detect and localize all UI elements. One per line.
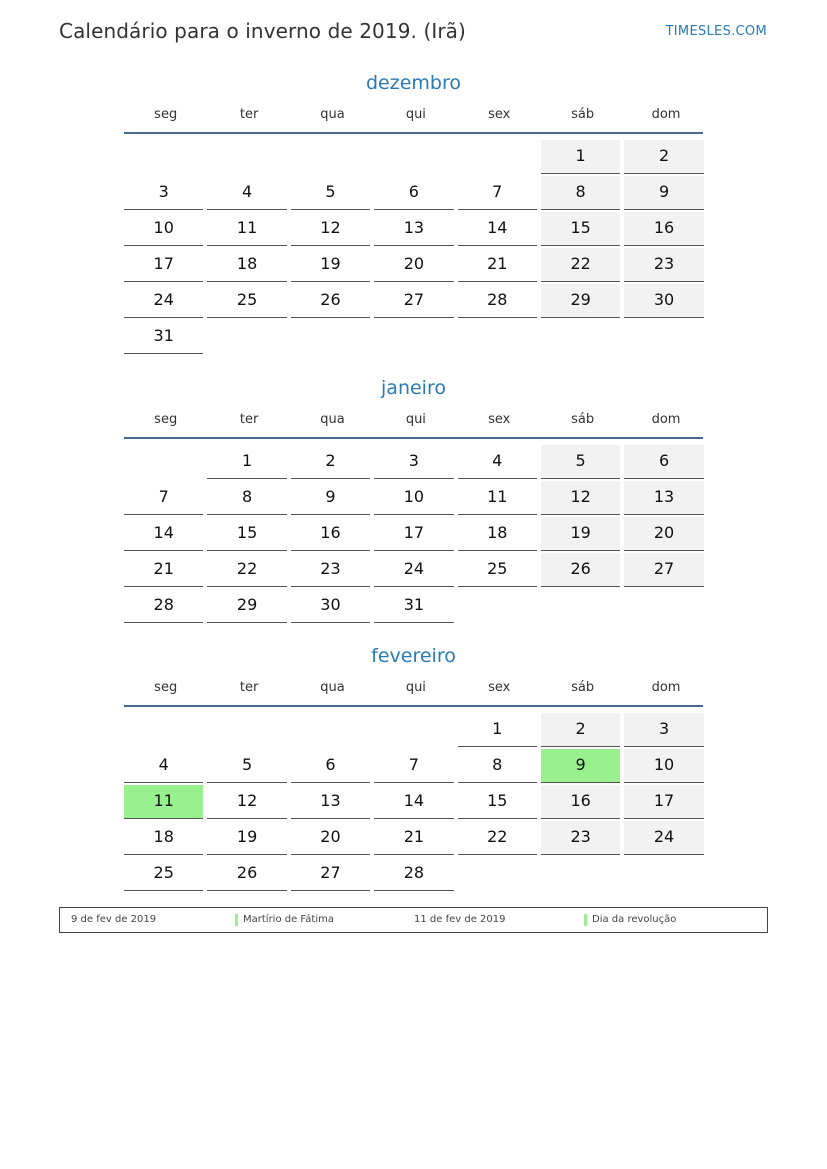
weekday-label: qua: [320, 412, 345, 427]
day-cell: [124, 174, 207, 210]
day-cell: [291, 210, 374, 246]
day-number: 3: [624, 713, 703, 747]
day-number: 5: [541, 445, 620, 479]
day-cell: [624, 479, 707, 515]
day-number: 25: [458, 553, 537, 587]
day-number: 26: [541, 553, 620, 587]
day-number: 24: [124, 284, 203, 318]
day-number: 19: [541, 517, 620, 551]
day-cell: [374, 551, 457, 587]
day-cell: [458, 282, 541, 318]
day-cell: [458, 783, 541, 819]
day-cell: [624, 515, 707, 551]
day-number: 21: [374, 821, 453, 855]
weekday-label: sex: [488, 107, 511, 122]
day-cell: [124, 819, 207, 855]
day-number: 21: [458, 248, 537, 282]
day-number: 23: [541, 821, 620, 855]
day-number: 31: [124, 320, 203, 354]
empty-cell: [124, 138, 207, 174]
day-cell: [624, 783, 707, 819]
day-number: 9: [624, 176, 703, 210]
day-cell: [124, 855, 207, 891]
day-cell: [207, 551, 290, 587]
day-cell: [124, 246, 207, 282]
day-number: 8: [541, 176, 620, 210]
day-number: 21: [124, 553, 203, 587]
day-number: 6: [624, 445, 703, 479]
day-cell: [291, 246, 374, 282]
day-number: 13: [374, 212, 453, 246]
day-cell: [291, 747, 374, 783]
weekday-label: qui: [405, 107, 426, 122]
day-cell: [291, 819, 374, 855]
day-cell: [291, 282, 374, 318]
day-number: 30: [291, 589, 370, 623]
weekday-label: dom: [651, 107, 681, 122]
day-number: 2: [541, 713, 620, 747]
month-january: [124, 375, 703, 623]
weekday-label: ter: [239, 412, 259, 427]
day-cell: [624, 747, 707, 783]
day-number: 27: [291, 857, 370, 891]
day-number: 17: [624, 785, 703, 819]
day-number: 5: [291, 176, 370, 210]
legend-date: 9 de fev de 2019: [71, 914, 157, 925]
day-cell: [374, 819, 457, 855]
day-cell: [124, 747, 207, 783]
day-number: 10: [374, 481, 453, 515]
day-number: 20: [291, 821, 370, 855]
day-number: 23: [291, 553, 370, 587]
day-cell: [541, 443, 624, 479]
weekday-label: sex: [488, 412, 511, 427]
day-number: 10: [124, 212, 203, 246]
day-cell: [541, 711, 624, 747]
weekday-label: sáb: [571, 680, 595, 695]
day-cell: [458, 551, 541, 587]
day-number: 11: [207, 212, 286, 246]
day-number: 8: [458, 749, 537, 783]
empty-cell: [458, 138, 541, 174]
day-cell: [541, 819, 624, 855]
day-number: 2: [624, 140, 703, 174]
day-number: 25: [124, 857, 203, 891]
day-cell: [207, 587, 290, 623]
day-cell: [374, 282, 457, 318]
day-cell: [207, 443, 290, 479]
day-number: 18: [458, 517, 537, 551]
day-number: 10: [624, 749, 703, 783]
day-number: 14: [124, 517, 203, 551]
day-number: 7: [458, 176, 537, 210]
day-number: 4: [458, 445, 537, 479]
day-cell: [541, 551, 624, 587]
day-number: 14: [374, 785, 453, 819]
weekday-label: qui: [405, 680, 426, 695]
day-number: 29: [541, 284, 620, 318]
day-number: 18: [207, 248, 286, 282]
day-cell: [291, 783, 374, 819]
day-number: 19: [207, 821, 286, 855]
weekday-label: dom: [651, 680, 681, 695]
day-number: 22: [207, 553, 286, 587]
day-cell: [124, 210, 207, 246]
legend-label: Martírio de Fátima: [243, 914, 334, 925]
day-cell: [541, 747, 624, 783]
day-cell: [291, 443, 374, 479]
day-number: 5: [207, 749, 286, 783]
day-cell: [374, 443, 457, 479]
day-cell: [458, 443, 541, 479]
site-link[interactable]: TIMESLES.COM: [665, 24, 767, 39]
day-number: 1: [458, 713, 537, 747]
day-cell: [541, 210, 624, 246]
day-number: 26: [207, 857, 286, 891]
month-title: janeiro: [381, 377, 446, 399]
day-number: 29: [207, 589, 286, 623]
day-number: 27: [374, 284, 453, 318]
empty-cell: [374, 138, 457, 174]
header-divider: [124, 437, 703, 439]
weekday-label: sáb: [571, 107, 595, 122]
day-number: 28: [458, 284, 537, 318]
day-number: 20: [374, 248, 453, 282]
header-divider: [124, 705, 703, 707]
day-cell: [374, 783, 457, 819]
day-cell: [291, 174, 374, 210]
legend-label: Dia da revolução: [592, 914, 677, 925]
weekday-label: qua: [320, 680, 345, 695]
day-cell: [541, 515, 624, 551]
day-cell: [291, 551, 374, 587]
day-cell: [624, 282, 707, 318]
day-number: 3: [124, 176, 203, 210]
day-cell: [291, 515, 374, 551]
day-cell: [624, 819, 707, 855]
day-cell: [541, 246, 624, 282]
day-cell: [124, 282, 207, 318]
empty-cell: [124, 711, 207, 747]
day-cell: [458, 515, 541, 551]
day-cell: [291, 587, 374, 623]
weekday-label: dom: [651, 412, 681, 427]
day-cell: [207, 783, 290, 819]
day-cell: [458, 210, 541, 246]
day-cell: [458, 711, 541, 747]
day-cell: [458, 479, 541, 515]
weekday-header: [124, 105, 703, 125]
day-cell: [624, 174, 707, 210]
weekday-header: [124, 410, 703, 430]
day-cell: [207, 246, 290, 282]
day-number: 27: [624, 553, 703, 587]
day-number: 17: [124, 248, 203, 282]
weekday-label: seg: [154, 680, 178, 695]
day-number: 25: [207, 284, 286, 318]
day-number: 19: [291, 248, 370, 282]
weekday-label: sáb: [571, 412, 595, 427]
day-number: 28: [124, 589, 203, 623]
day-number: 16: [541, 785, 620, 819]
day-number: 13: [291, 785, 370, 819]
weekday-label: ter: [239, 107, 259, 122]
empty-cell: [207, 138, 290, 174]
day-cell: [541, 479, 624, 515]
weekday-label: qui: [405, 412, 426, 427]
month-title: dezembro: [366, 72, 461, 94]
day-number: 15: [458, 785, 537, 819]
day-cell: [624, 138, 707, 174]
holiday-swatch: [235, 914, 238, 926]
day-number: 22: [541, 248, 620, 282]
month-december: [124, 70, 703, 354]
day-number: 18: [124, 821, 203, 855]
day-cell: [291, 479, 374, 515]
day-cell: [541, 138, 624, 174]
day-number: 24: [374, 553, 453, 587]
day-number: 7: [124, 481, 203, 515]
day-cell: [458, 246, 541, 282]
day-cell: [624, 210, 707, 246]
day-number: 12: [541, 481, 620, 515]
day-cell: [374, 855, 457, 891]
day-number: 15: [207, 517, 286, 551]
day-number: 7: [374, 749, 453, 783]
day-number: 1: [207, 445, 286, 479]
weekday-label: ter: [239, 680, 259, 695]
day-number: 13: [624, 481, 703, 515]
day-cell: [458, 174, 541, 210]
day-number: 9: [291, 481, 370, 515]
day-cell: [374, 515, 457, 551]
page-title: Calendário para o inverno de 2019. (Irã): [59, 19, 466, 43]
day-cell: [291, 855, 374, 891]
day-number: 6: [374, 176, 453, 210]
day-number: 17: [374, 517, 453, 551]
day-cell: [207, 282, 290, 318]
empty-cell: [374, 711, 457, 747]
empty-cell: [291, 711, 374, 747]
day-cell: [374, 747, 457, 783]
holiday-legend: [59, 907, 768, 933]
empty-cell: [207, 711, 290, 747]
day-cell: [458, 747, 541, 783]
day-cell: [374, 210, 457, 246]
day-cell: [124, 318, 207, 354]
day-number: 22: [458, 821, 537, 855]
day-cell: [207, 819, 290, 855]
day-cell: [207, 479, 290, 515]
day-number: 23: [624, 248, 703, 282]
day-cell: [624, 711, 707, 747]
day-grid: [124, 711, 703, 891]
day-cell: [374, 174, 457, 210]
day-number: 3: [374, 445, 453, 479]
day-grid: [124, 443, 703, 623]
day-number: 12: [291, 212, 370, 246]
header-divider: [124, 132, 703, 134]
month-title: fevereiro: [371, 645, 456, 667]
empty-cell: [291, 138, 374, 174]
day-number: 16: [624, 212, 703, 246]
day-cell: [624, 443, 707, 479]
day-cell: [374, 587, 457, 623]
day-number: 16: [291, 517, 370, 551]
day-number: 15: [541, 212, 620, 246]
day-cell: [124, 587, 207, 623]
day-number: 8: [207, 481, 286, 515]
holiday-swatch: [584, 914, 587, 926]
weekday-label: seg: [154, 107, 178, 122]
day-cell: [207, 174, 290, 210]
day-cell: [124, 783, 207, 819]
day-number: 9: [541, 749, 620, 783]
day-cell: [207, 210, 290, 246]
day-number: 1: [541, 140, 620, 174]
day-number: 11: [124, 785, 203, 819]
day-cell: [207, 515, 290, 551]
empty-cell: [124, 443, 207, 479]
day-number: 14: [458, 212, 537, 246]
weekday-label: qua: [320, 107, 345, 122]
day-number: 20: [624, 517, 703, 551]
day-number: 28: [374, 857, 453, 891]
day-number: 6: [291, 749, 370, 783]
day-number: 4: [124, 749, 203, 783]
day-cell: [458, 819, 541, 855]
day-cell: [207, 855, 290, 891]
day-cell: [541, 174, 624, 210]
month-february: [124, 643, 703, 891]
legend-date: 11 de fev de 2019: [414, 914, 506, 925]
day-number: 12: [207, 785, 286, 819]
day-cell: [124, 515, 207, 551]
day-cell: [541, 282, 624, 318]
day-cell: [624, 551, 707, 587]
day-cell: [541, 783, 624, 819]
day-cell: [124, 551, 207, 587]
day-cell: [124, 479, 207, 515]
weekday-label: sex: [488, 680, 511, 695]
day-number: 24: [624, 821, 703, 855]
weekday-label: seg: [154, 412, 178, 427]
day-grid: [124, 138, 703, 354]
day-number: 11: [458, 481, 537, 515]
day-cell: [207, 747, 290, 783]
day-number: 26: [291, 284, 370, 318]
day-cell: [374, 246, 457, 282]
weekday-header: [124, 678, 703, 698]
day-cell: [624, 246, 707, 282]
day-number: 30: [624, 284, 703, 318]
day-number: 2: [291, 445, 370, 479]
day-number: 31: [374, 589, 453, 623]
day-cell: [374, 479, 457, 515]
day-number: 4: [207, 176, 286, 210]
